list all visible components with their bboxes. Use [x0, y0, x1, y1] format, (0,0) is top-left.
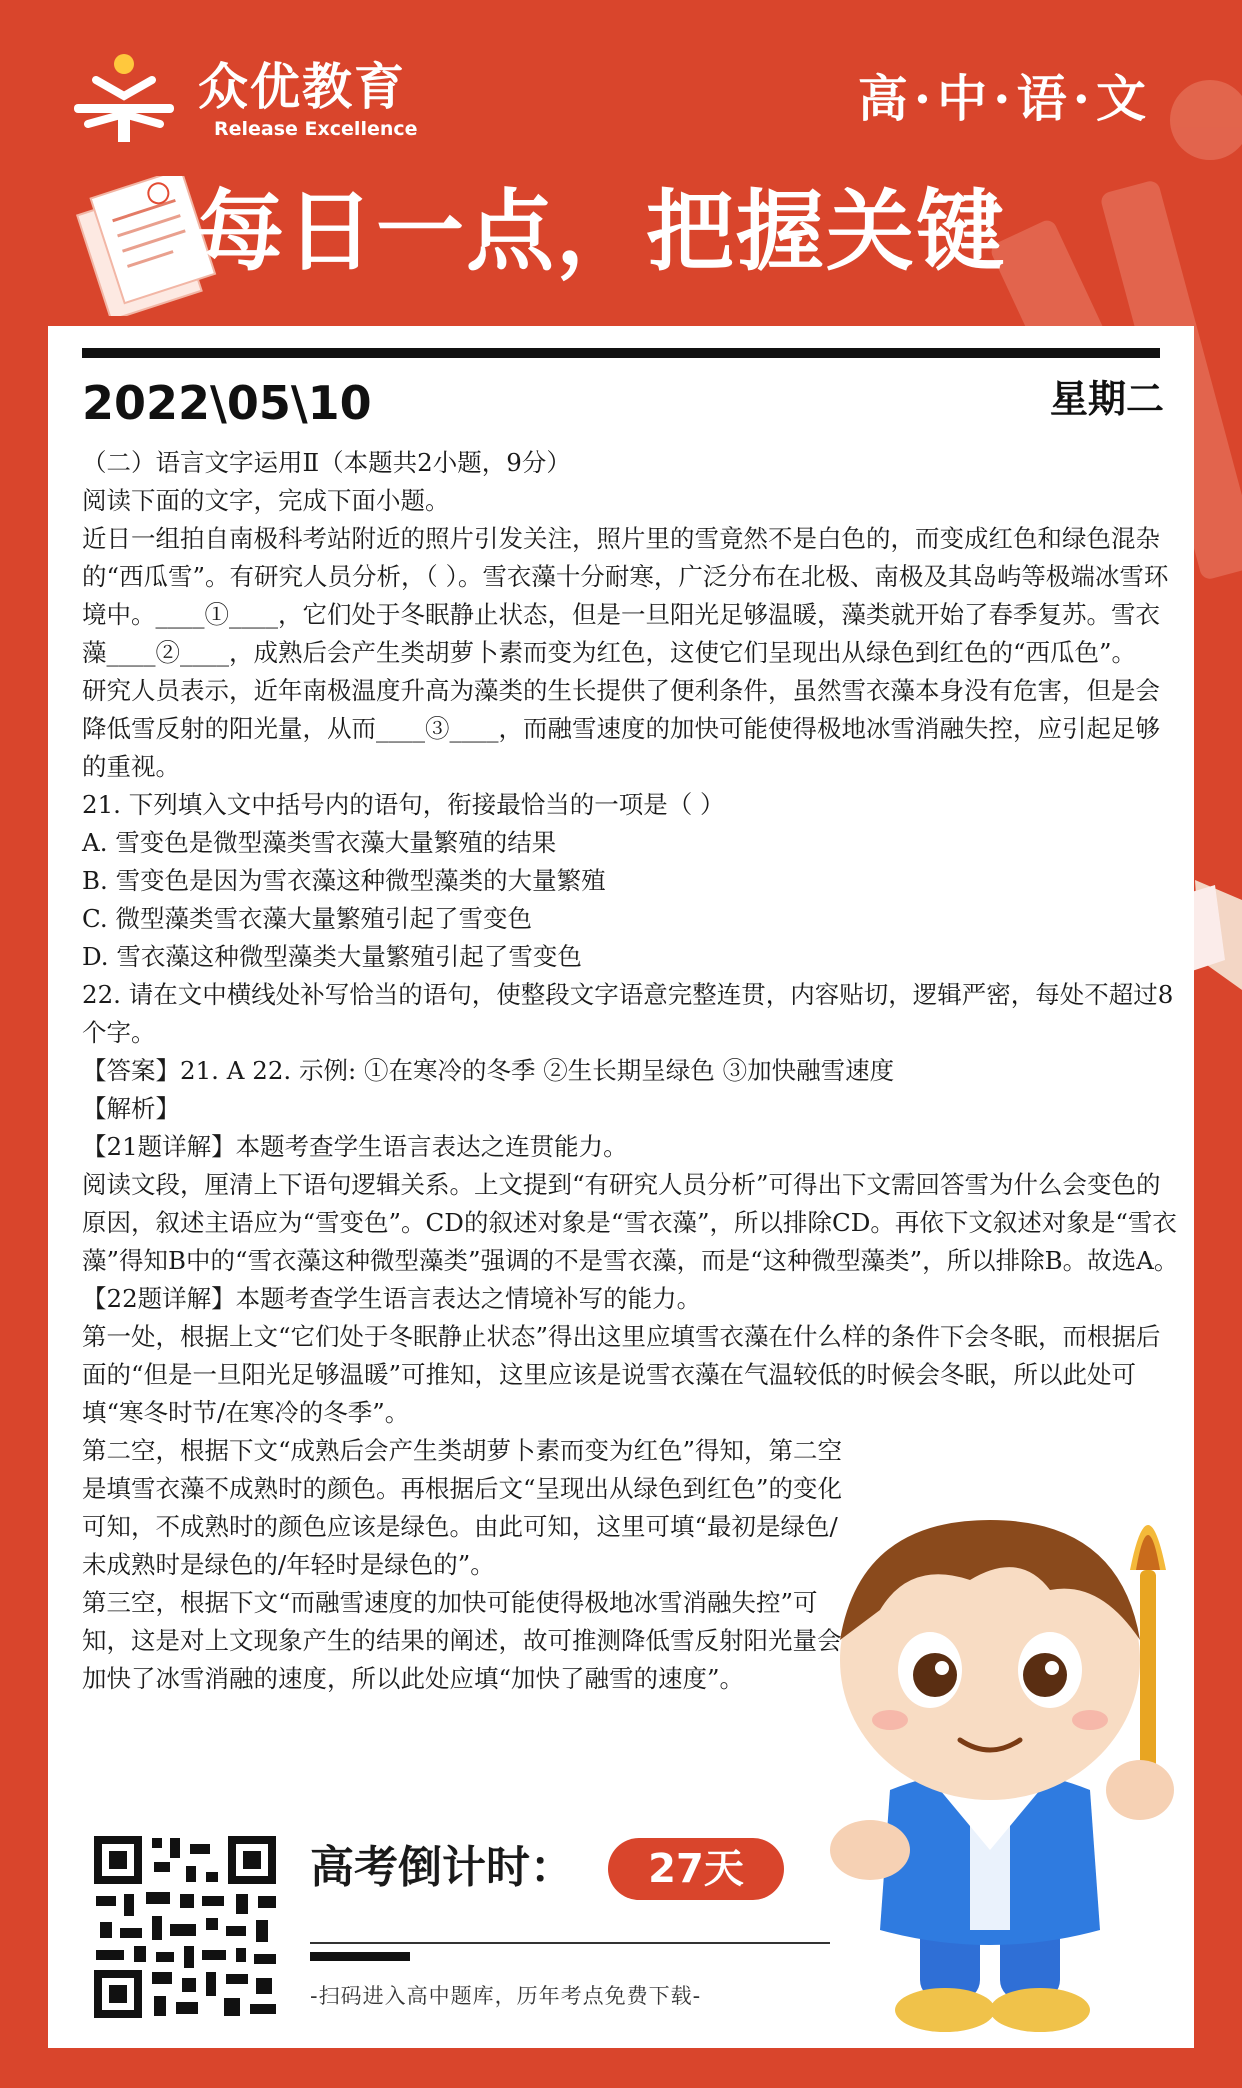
- q22-detail-title: 【22题详解】本题考查学生语言表达之情境补写的能力。: [82, 1284, 702, 1313]
- option-d: D. 雪衣藻这种微型藻类大量繁殖引起了雪变色: [82, 942, 582, 971]
- q22-detail-1: 第一处，根据上文“它们处于冬眠静止状态”得出这里应填雪衣藻在什么样的条件下会冬眠，而根据后面的“但是一旦阳光足够温暖”可推知，这里应该是说雪衣藻在气温较低的时候会冬眠，所以此处可填“寒冬时节/在寒冷的冬季”。: [82, 1322, 1161, 1427]
- footer-divider-accent: [310, 1952, 410, 1961]
- option-b: B. 雪变色是因为雪衣藻这种微型藻类的大量繁殖: [82, 866, 606, 895]
- answer: 【答案】21. A 22. 示例: ①在寒冷的冬季 ②生长期呈绿色 ③加快融雪速度: [82, 1056, 895, 1085]
- weekday: 星期二: [1049, 377, 1164, 421]
- q21-detail: 阅读文段，厘清上下语句逻辑关系。上文提到“有研究人员分析”可得出下文需回答雪为什么会变色的原因，叙述主语应为“雪变色”。CD的叙述对象是“雪衣藻”，所以排除CD。再依下文叙述对象是“雪衣藻”得知B中的“雪衣藻这种微型藻类”强调的不是雪衣藻，而是“这种微型藻类”，所以排除B。故选A。: [82, 1170, 1179, 1275]
- countdown-label: 高考倒计时：: [310, 1842, 574, 1893]
- countdown-badge: 27天: [608, 1838, 784, 1900]
- mascot-boy-icon: [770, 1490, 1210, 2050]
- option-a: A. 雪变色是微型藻类雪衣藻大量繁殖的结果: [82, 828, 557, 857]
- scan-hint: -扫码进入高中题库，历年考点免费下载-: [310, 1984, 702, 2008]
- subject-title: 高·中·语·文: [857, 69, 1152, 128]
- slogan: 每日一点，把握关键: [196, 180, 1007, 283]
- question-21: 21. 下列填入文中括号内的语句，衔接最恰当的一项是（ ）: [82, 790, 725, 819]
- qr-code-icon[interactable]: [90, 1832, 280, 2022]
- option-c: C. 微型藻类雪衣藻大量繁殖引起了雪变色: [82, 904, 532, 933]
- question-22: 22. 请在文中横线处补写恰当的语句，使整段文字语意完整连贯，内容贴切，逻辑严密，每处不超过8个字。: [82, 980, 1174, 1047]
- brand-tagline: Release Excellence: [214, 118, 418, 140]
- analysis-label: 【解析】: [82, 1094, 180, 1123]
- footer-divider: [310, 1942, 830, 1944]
- passage-paragraph: 近日一组拍自南极科考站附近的照片引发关注，照片里的雪竟然不是白色的，而变成红色和绿色混杂的“西瓜雪”。有研究人员分析，（ ）。雪衣藻十分耐寒，广泛分布在北极、南极及其岛屿等极端冰雪环境中。____①____，它们处于冬眠静止状态，但是一旦阳光足够温暖，藻类就开始了春季复苏。雪衣藻____②____，成熟后会产生类胡萝卜素而变为红色，这使它们呈现出从绿色到红色的“西瓜色”。: [82, 524, 1169, 667]
- q21-detail-title: 【21题详解】本题考查学生语言表达之连贯能力。: [82, 1132, 628, 1161]
- q22-detail-2: 第二空，根据下文“成熟后会产生类胡萝卜素而变为红色”得知，第二空是填雪衣藻不成熟时的颜色。再根据后文“呈现出从绿色到红色”的变化可知，不成熟时的颜色应该是绿色。由此可知，这里可填“最初是绿色/未成熟时是绿色的/年轻时是绿色的”。: [82, 1436, 843, 1579]
- brand-name: 众优教育: [198, 58, 406, 116]
- header: [0, 0, 1242, 330]
- q22-detail-3: 第三空，根据下文“而融雪速度的加快可能使得极地冰雪消融失控”可知，这是对上文现象产生的结果的阐述，故可推测降低雪反射阳光量会加快了冰雪消融的速度，所以此处应填“加快了融雪的速度”。: [82, 1588, 842, 1693]
- passage-paragraph: 研究人员表示，近年南极温度升高为藻类的生长提供了便利条件，虽然雪衣藻本身没有危害，但是会降低雪反射的阳光量，从而____③____，而融雪速度的加快可能使得极地冰雪消融失控，应引起足够的重视。: [82, 676, 1160, 781]
- divider: [82, 348, 1160, 358]
- date: 2022\05\10: [82, 376, 372, 430]
- logo-icon: [68, 52, 180, 144]
- section-title: （二）语言文字运用Ⅱ（本题共2小题，9分）: [82, 448, 571, 477]
- instruction: 阅读下面的文字，完成下面小题。: [82, 486, 450, 515]
